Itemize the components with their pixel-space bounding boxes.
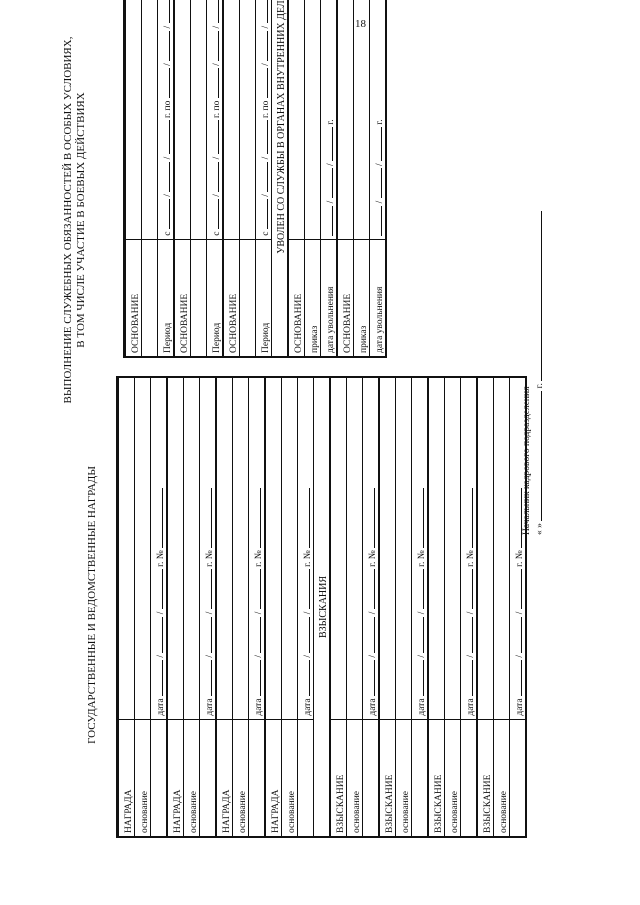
award-basis-label: основание [233,719,249,836]
dismissal-date-label: дата увольнения [321,239,338,356]
penalty-title: ВЗЫСКАНИЕ [330,719,347,836]
penalty-date-label: дата [417,698,427,716]
footer-date-line [532,211,545,535]
dismissal-date-field[interactable]: / / г. [321,0,338,239]
penalties-heading: ВЗЫСКАНИЯ [314,378,331,837]
dismissal-order-field[interactable] [305,0,321,239]
service-blank-cell [191,239,207,356]
award-empty-cell [200,719,217,836]
penalty-row [379,378,396,837]
award-num-label: г. № [205,550,215,567]
award-date-row [151,378,168,837]
award-num-label: г. № [156,550,166,567]
award-basis-row [233,378,249,837]
dismissal-basis-label: ОСНОВАНИЕ [288,239,305,356]
penalty-empty-cell [412,719,429,836]
award-row [216,378,233,837]
penalty-basis-field[interactable] [494,378,510,720]
award-date-row [249,378,266,837]
award-num-label: г. № [254,550,264,567]
service-heading [62,10,88,430]
penalty-num-label: г. № [515,550,525,567]
award-row [265,378,282,837]
dismissal-date-field[interactable]: / / г. [370,0,386,239]
dismissal-date-row [321,0,338,357]
service-blank-cell [240,239,256,356]
service-period-field[interactable]: с / / г. по / / [158,0,175,239]
award-basis-label: основание [184,719,200,836]
award-title-field[interactable] [216,378,233,720]
footer-quote: « » [535,523,545,535]
award-basis-field[interactable] [184,378,200,720]
penalty-title-field[interactable] [428,378,445,720]
penalty-num-label: г. № [466,550,476,567]
dismissal-basis-label: ОСНОВАНИЕ [337,239,354,356]
award-basis-field[interactable] [282,378,298,720]
award-date-field[interactable]: дата / / г. № [249,378,266,720]
dismissal-basis-field[interactable] [288,0,305,239]
penalty-date-field[interactable]: дата / / г. № [461,378,478,720]
penalty-basis-label: основание [494,719,510,836]
award-title-field[interactable] [167,378,184,720]
service-period-field[interactable]: с / / г. по / / [256,0,272,239]
penalty-date-label: дата [515,698,525,716]
penalty-basis-field[interactable] [347,378,363,720]
award-date-label: дата [205,698,215,716]
penalty-row [428,378,445,837]
service-heading-line2: В ТОМ ЧИСЛЕ УЧАСТИЕ В БОЕВЫХ ДЕЙСТВИЯХ [75,92,87,348]
penalty-basis-row [396,378,412,837]
penalty-title: ВЗЫСКАНИЕ [379,719,396,836]
dismissal-order-label: приказ [305,239,321,356]
penalty-date-row [363,378,380,837]
dismissal-order-row [305,0,321,357]
service-table [124,0,386,357]
service-to-label: г. по [212,100,222,119]
dismissal-date-row [370,0,386,357]
penalty-basis-field[interactable] [445,378,461,720]
penalty-num-label: г. № [417,550,427,567]
penalty-date-field[interactable]: дата / / г. № [363,378,380,720]
service-blank-row [142,0,158,357]
service-blank-cell [142,239,158,356]
penalty-row [330,378,347,837]
service-blank-row [191,0,207,357]
awards-table [117,377,526,837]
page-number: 18 [355,18,366,30]
service-basis-label: ОСНОВАНИЕ [174,239,191,356]
service-basis-row [174,0,191,357]
service-from-label: с [163,231,173,236]
service-period-row [207,0,224,357]
penalty-date-row [412,378,429,837]
penalty-empty-cell [510,719,526,836]
award-empty-cell [249,719,266,836]
penalty-date-field[interactable]: дата / / г. № [510,378,526,720]
dismissal-year-label: г. [375,119,385,125]
penalty-title: ВЗЫСКАНИЕ [428,719,445,836]
penalty-title-field[interactable] [379,378,396,720]
award-title: НАГРАДА [265,719,282,836]
award-basis-row [135,378,151,837]
service-period-label: Период [207,239,224,356]
penalty-basis-row [445,378,461,837]
dismissal-basis-row [337,0,354,357]
penalty-num-label: г. № [368,550,378,567]
penalty-basis-row [494,378,510,837]
award-date-field[interactable]: дата / / г. № [298,378,314,720]
penalty-title: ВЗЫСКАНИЕ [477,719,494,836]
penalty-basis-field[interactable] [396,378,412,720]
dismissal-order-label: приказ [354,239,370,356]
award-num-label: г. № [303,550,313,567]
penalty-date-field[interactable]: дата / / г. № [412,378,429,720]
award-date-field[interactable]: дата / / г. № [151,378,168,720]
award-date-label: дата [303,698,313,716]
award-title-field[interactable] [265,378,282,720]
service-basis-field[interactable] [125,0,142,239]
award-empty-cell [298,719,314,836]
service-basis-row [125,0,142,357]
penalty-date-row [461,378,478,837]
award-date-row [200,378,217,837]
service-basis-row [223,0,240,357]
award-title: НАГРАДА [216,719,233,836]
dismissal-basis-row [288,0,305,357]
award-basis-field[interactable] [135,378,151,720]
service-blank-field[interactable] [240,0,256,239]
footer-label: Начальник кадрового подразделения [522,386,532,535]
award-empty-cell [151,719,168,836]
award-row [118,378,135,837]
footer [522,211,545,535]
award-date-field[interactable]: дата / / г. № [200,378,217,720]
penalty-basis-label: основание [445,719,461,836]
service-blank-field[interactable] [142,0,158,239]
award-title: НАГРАДА [167,719,184,836]
service-from-label: с [261,231,271,236]
footer-year: г. [535,383,545,389]
award-date-label: дата [156,698,166,716]
award-basis-row [282,378,298,837]
awards-heading: ГОСУДАРСТВЕННЫЕ И ВЕДОМСТВЕННЫЕ НАГРАДЫ [86,466,98,744]
dismissal-order-field[interactable] [354,0,370,239]
award-basis-row [184,378,200,837]
award-row [167,378,184,837]
service-period-row [158,0,175,357]
service-to-label: г. по [163,100,173,119]
service-period-label: Период [256,239,272,356]
penalty-date-label: дата [368,698,378,716]
dismissal-basis-field[interactable] [337,0,354,239]
service-basis-label: ОСНОВАНИЕ [223,239,240,356]
service-heading-line1: ВЫПОЛНЕНИЕ СЛУЖЕБНЫХ ОБЯЗАННОСТЕЙ В ОСОБЫХ УСЛОВИЯХ, [62,36,74,404]
award-basis-field[interactable] [233,378,249,720]
service-from-label: с [212,231,222,236]
dismissal-year-label: г. [326,119,336,125]
award-basis-label: основание [135,719,151,836]
award-date-row [298,378,314,837]
penalty-row [477,378,494,837]
service-basis-label: ОСНОВАНИЕ [125,239,142,356]
penalty-title-field[interactable] [477,378,494,720]
service-basis-field[interactable] [174,0,191,239]
award-date-label: дата [254,698,264,716]
dismissed-heading: УВОЛЕН СО СЛУЖБЫ В ОРГАНАХ ВНУТРЕННИХ ДЕЛ [272,0,289,357]
service-to-label: г. по [261,100,271,119]
penalty-basis-label: основание [396,719,412,836]
penalty-basis-row [347,378,363,837]
award-title: НАГРАДА [118,719,135,836]
service-period-row [256,0,272,357]
penalty-empty-cell [461,719,478,836]
award-basis-label: основание [282,719,298,836]
service-blank-row [240,0,256,357]
penalty-title-field[interactable] [330,378,347,720]
service-basis-field[interactable] [223,0,240,239]
dismissal-order-row [354,0,370,357]
dismissal-date-label: дата увольнения [370,239,386,356]
penalty-empty-cell [363,719,380,836]
service-blank-field[interactable] [191,0,207,239]
penalty-date-label: дата [466,698,476,716]
service-period-label: Период [158,239,175,356]
penalty-basis-label: основание [347,719,363,836]
service-period-field[interactable]: с / / г. по / / [207,0,224,239]
award-title-field[interactable] [118,378,135,720]
